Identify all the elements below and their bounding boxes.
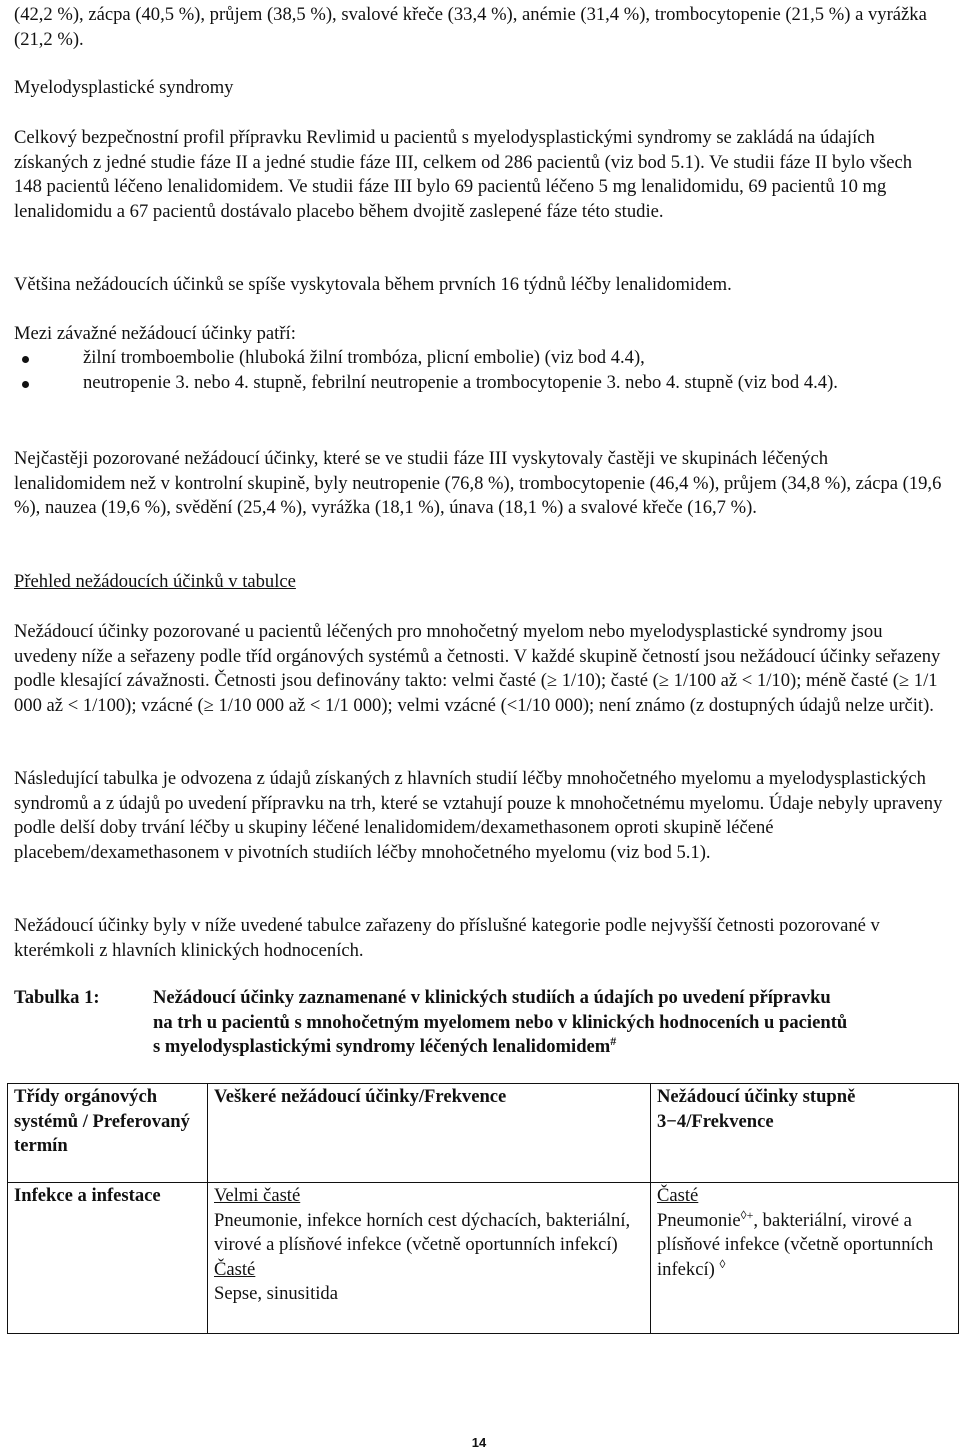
footnote-mark: ◊+ xyxy=(740,1207,754,1222)
table-title-footnote-mark: # xyxy=(610,1034,617,1048)
paragraph-mds-profile: Celkový bezpečnostní profil přípravku Revlimid u pacientů s myelodysplastickými syndromy se zakládá na údajích získaných z jedné studie fáze II a jedné studie fáze III, celkem od 286 pacientů (viz bod 5.1). Ve studii fáze II bylo všech 148 pacientů léčeno lenalidomidem. Ve studii fáze III bylo 69 pacientů léčeno 5 mg lenalidomidu, 69 pacientů 10 mg lenalidomidu a 67 pacientů dostávalo placebo během dvojitě zaslepené fáze této studie. xyxy=(14,127,913,222)
cell-soc: Infekce a infestace xyxy=(8,1183,208,1334)
bullet-icon xyxy=(22,356,29,363)
table-title: Nežádoucí účinky zaznamenané v klinických studiích a údajích po uvedení přípravku na trh u pacientů s mnohočetným myelomem nebo v klinických hodnoceních u pacientů s myelodysplastickými syndromy léčených lenalidomidem# xyxy=(153,987,848,1058)
reaction-text: Sepse, sinusitida xyxy=(214,1283,338,1305)
header-all-reactions: Veškeré nežádoucí účinky/Frekvence xyxy=(208,1084,651,1183)
cell-all-reactions xyxy=(208,1183,651,1334)
frequency-label: Časté xyxy=(657,1185,699,1206)
paragraph-categories: Nežádoucí účinky byly v níže uvedené tabulce zařazeny do příslušné kategorie podle nejvyšší četnosti pozorované v kterémkoli z hlavních klinických hodnoceních. xyxy=(14,915,880,961)
footnote-mark: ◊ xyxy=(719,1256,726,1271)
page-number: 14 xyxy=(471,1435,487,1450)
cell-grade-3-4 xyxy=(651,1183,959,1334)
paragraph-majority: Většina nežádoucích účinků se spíše vyskytovala během prvních 16 týdnů léčby lenalidomidem. xyxy=(14,274,732,295)
bullet-icon xyxy=(22,381,29,388)
header-soc: Třídy orgánových systémů / Preferovaný termín xyxy=(8,1084,208,1183)
list-item-text: neutropenie 3. nebo 4. stupně, febrilní neutropenie a trombocytopenie 3. nebo 4. stupně (viz bod 4.4). xyxy=(83,372,838,393)
frequency-label: Velmi časté xyxy=(214,1185,301,1206)
list-item-text: žilní tromboembolie (hluboká žilní trombóza, plicní embolie) (viz bod 4.4), xyxy=(83,347,645,368)
paragraph-top: (42,2 %), zácpa (40,5 %), průjem (38,5 %), svalové křeče (33,4 %), anémie (31,4 %), trombocytopenie (21,5 %) a vyrážka (21,2 %). xyxy=(14,4,927,50)
paragraph-frequent: Nejčastěji pozorované nežádoucí účinky, které se ve studii fáze III vyskytovaly častěji ve skupinách léčených lenalidomidem než v kontrolní skupině, byly neutropenie (76,8 %), trombocytopenie (46,4 %), průjem (34,8 %), zácpa (19,6 %), nauzea (19,6 %), svědění (25,4 %), vyrážka (18,1 %), únava (18,1 %) a svalové křeče (16,7 %). xyxy=(14,448,942,519)
frequency-label: Časté xyxy=(214,1258,256,1280)
table-header-row xyxy=(8,1084,959,1183)
reaction-text: Pneumonie, infekce horních cest dýchacích, bakteriální, virové a plísňové infekce (včetně oportunních infekcí) xyxy=(214,1209,631,1256)
heading-overview: Přehled nežádoucích účinků v tabulce xyxy=(14,571,296,592)
adverse-reactions-table xyxy=(7,1083,959,1334)
table-label: Tabulka 1: xyxy=(14,987,100,1008)
section-title-mds: Myelodysplastické syndromy xyxy=(14,77,234,98)
serious-intro: Mezi závažné nežádoucí účinky patří: xyxy=(14,323,296,344)
table-row xyxy=(8,1183,959,1334)
header-grade-3-4: Nežádoucí účinky stupně 3−4/Frekvence xyxy=(651,1084,959,1183)
reaction-text: Pneumonie◊+, bakteriální, virové a plísňové infekce (včetně oportunních infekcí) ◊ xyxy=(657,1207,934,1280)
paragraph-tabular: Nežádoucí účinky pozorované u pacientů léčených pro mnohočetný myelom nebo myelodysplastické syndromy jsou uvedeny níže a seřazeny podle tříd orgánových systémů a četnosti. V každé skupině četností jsou nežádoucí účinky seřazeny podle klesající závažnosti. Četnosti jsou definovány takto: velmi časté (≥ 1/10); časté (≥ 1/100 až < 1/10); méně časté (≥ 1/1 000 až < 1/100); vzácné (≥ 1/10 000 až < 1/1 000); velmi vzácné (<1/10 000); není známo (z dostupných údajů nelze určit). xyxy=(14,621,941,716)
paragraph-derived: Následující tabulka je odvozena z údajů získaných z hlavních studií léčby mnohočetného myelomu a myelodysplastických syndromů a z údajů po uvedení přípravku na trh, které se vztahují pouze k mnohočetnému myelomu. Údaje nebyly upraveny podle delší doby trvání léčby u skupiny léčené lenalidomidem/dexamethasonem oproti skupině léčené placebem/dexamethasonem v pivotních studiích léčby mnohočetného myelomu (viz bod 5.1). xyxy=(14,768,943,863)
